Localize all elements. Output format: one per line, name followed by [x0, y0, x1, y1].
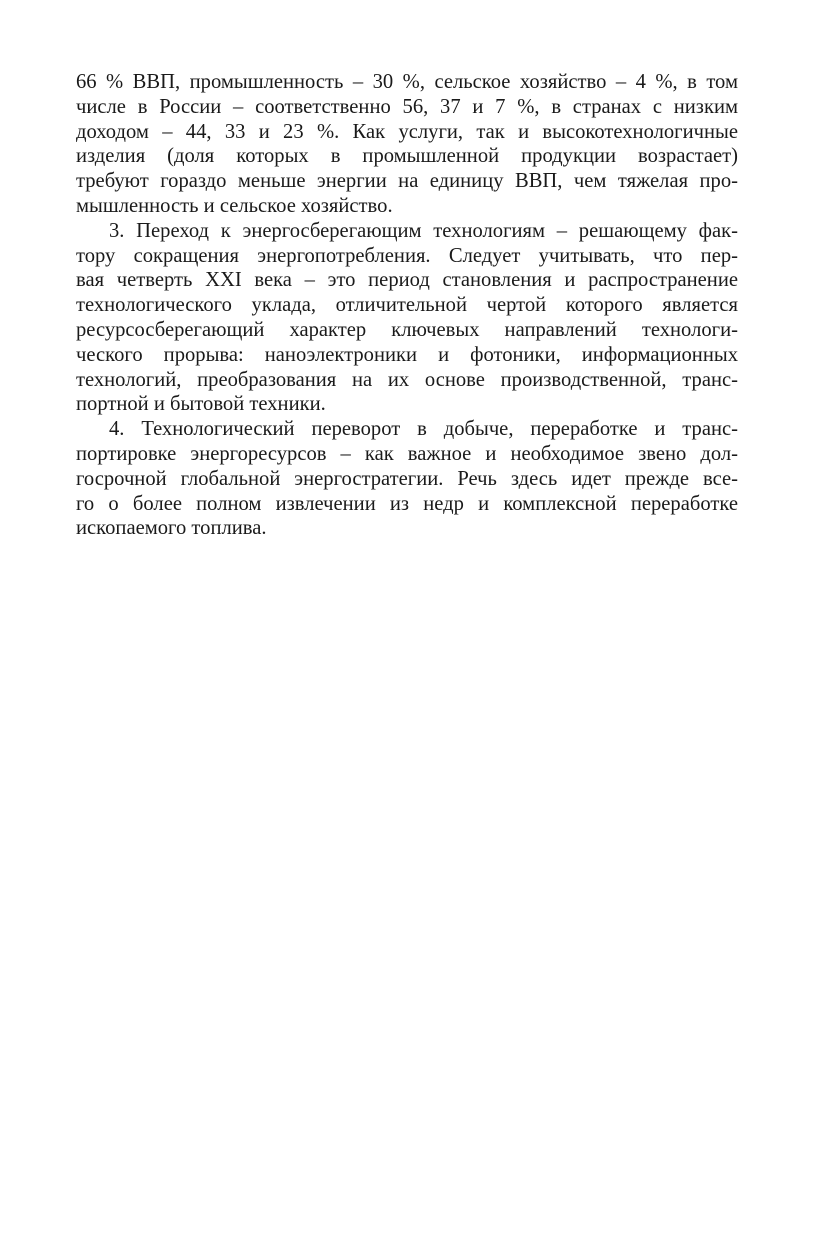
text-line: 4. Технологический переворот в добыче, переработке и транс- — [109, 418, 738, 441]
text-line: го о более полном извлечении из недр и комплексной переработке — [76, 492, 738, 515]
text-line: 66 % ВВП, промышленность – 30 %, сельское хозяйство – 4 %, в том — [76, 71, 738, 93]
paragraph-item-4 — [76, 417, 738, 541]
text-line: изделия (доля которых в промышленной продукции возрастает) — [76, 145, 738, 168]
text-line: числе в России – соответственно 56, 37 и 7 %, в странах с низким — [76, 95, 738, 118]
text-line: ископаемого топлива. — [76, 517, 267, 540]
text-line: мышленность и сельское хозяйство. — [76, 194, 393, 217]
text-line: ресурсосберегающий характер ключевых направлений технологи- — [76, 318, 738, 341]
text-line: портировке энергоресурсов – как важное и необходимое звено дол- — [76, 442, 738, 465]
text-line: технологий, преобразования на их основе производственной, транс- — [76, 368, 738, 391]
text-line: тору сокращения энергопотребления. Следует учитывать, что пер- — [76, 244, 738, 267]
text-line: портной и бытовой техники. — [76, 393, 326, 416]
paragraph-item-3 — [76, 219, 738, 417]
text-line: доходом – 44, 33 и 23 %. Как услуги, так и высокотехнологичные — [76, 120, 738, 143]
text-line: вая четверть XXI века – это период становления и распространение — [76, 269, 738, 292]
text-line: ческого прорыва: наноэлектроники и фотоники, информационных — [76, 343, 738, 366]
document-page — [76, 70, 738, 541]
text-line: технологического уклада, отличительной чертой которого является — [76, 294, 738, 317]
text-line: госрочной глобальной энергостратегии. Речь здесь идет прежде все- — [76, 467, 738, 490]
paragraph-continuation — [76, 70, 738, 219]
text-line: 3. Переход к энергосберегающим технологиям – решающему фак- — [109, 219, 738, 242]
text-line: требуют гораздо меньше энергии на единицу ВВП, чем тяжелая про- — [76, 170, 738, 193]
